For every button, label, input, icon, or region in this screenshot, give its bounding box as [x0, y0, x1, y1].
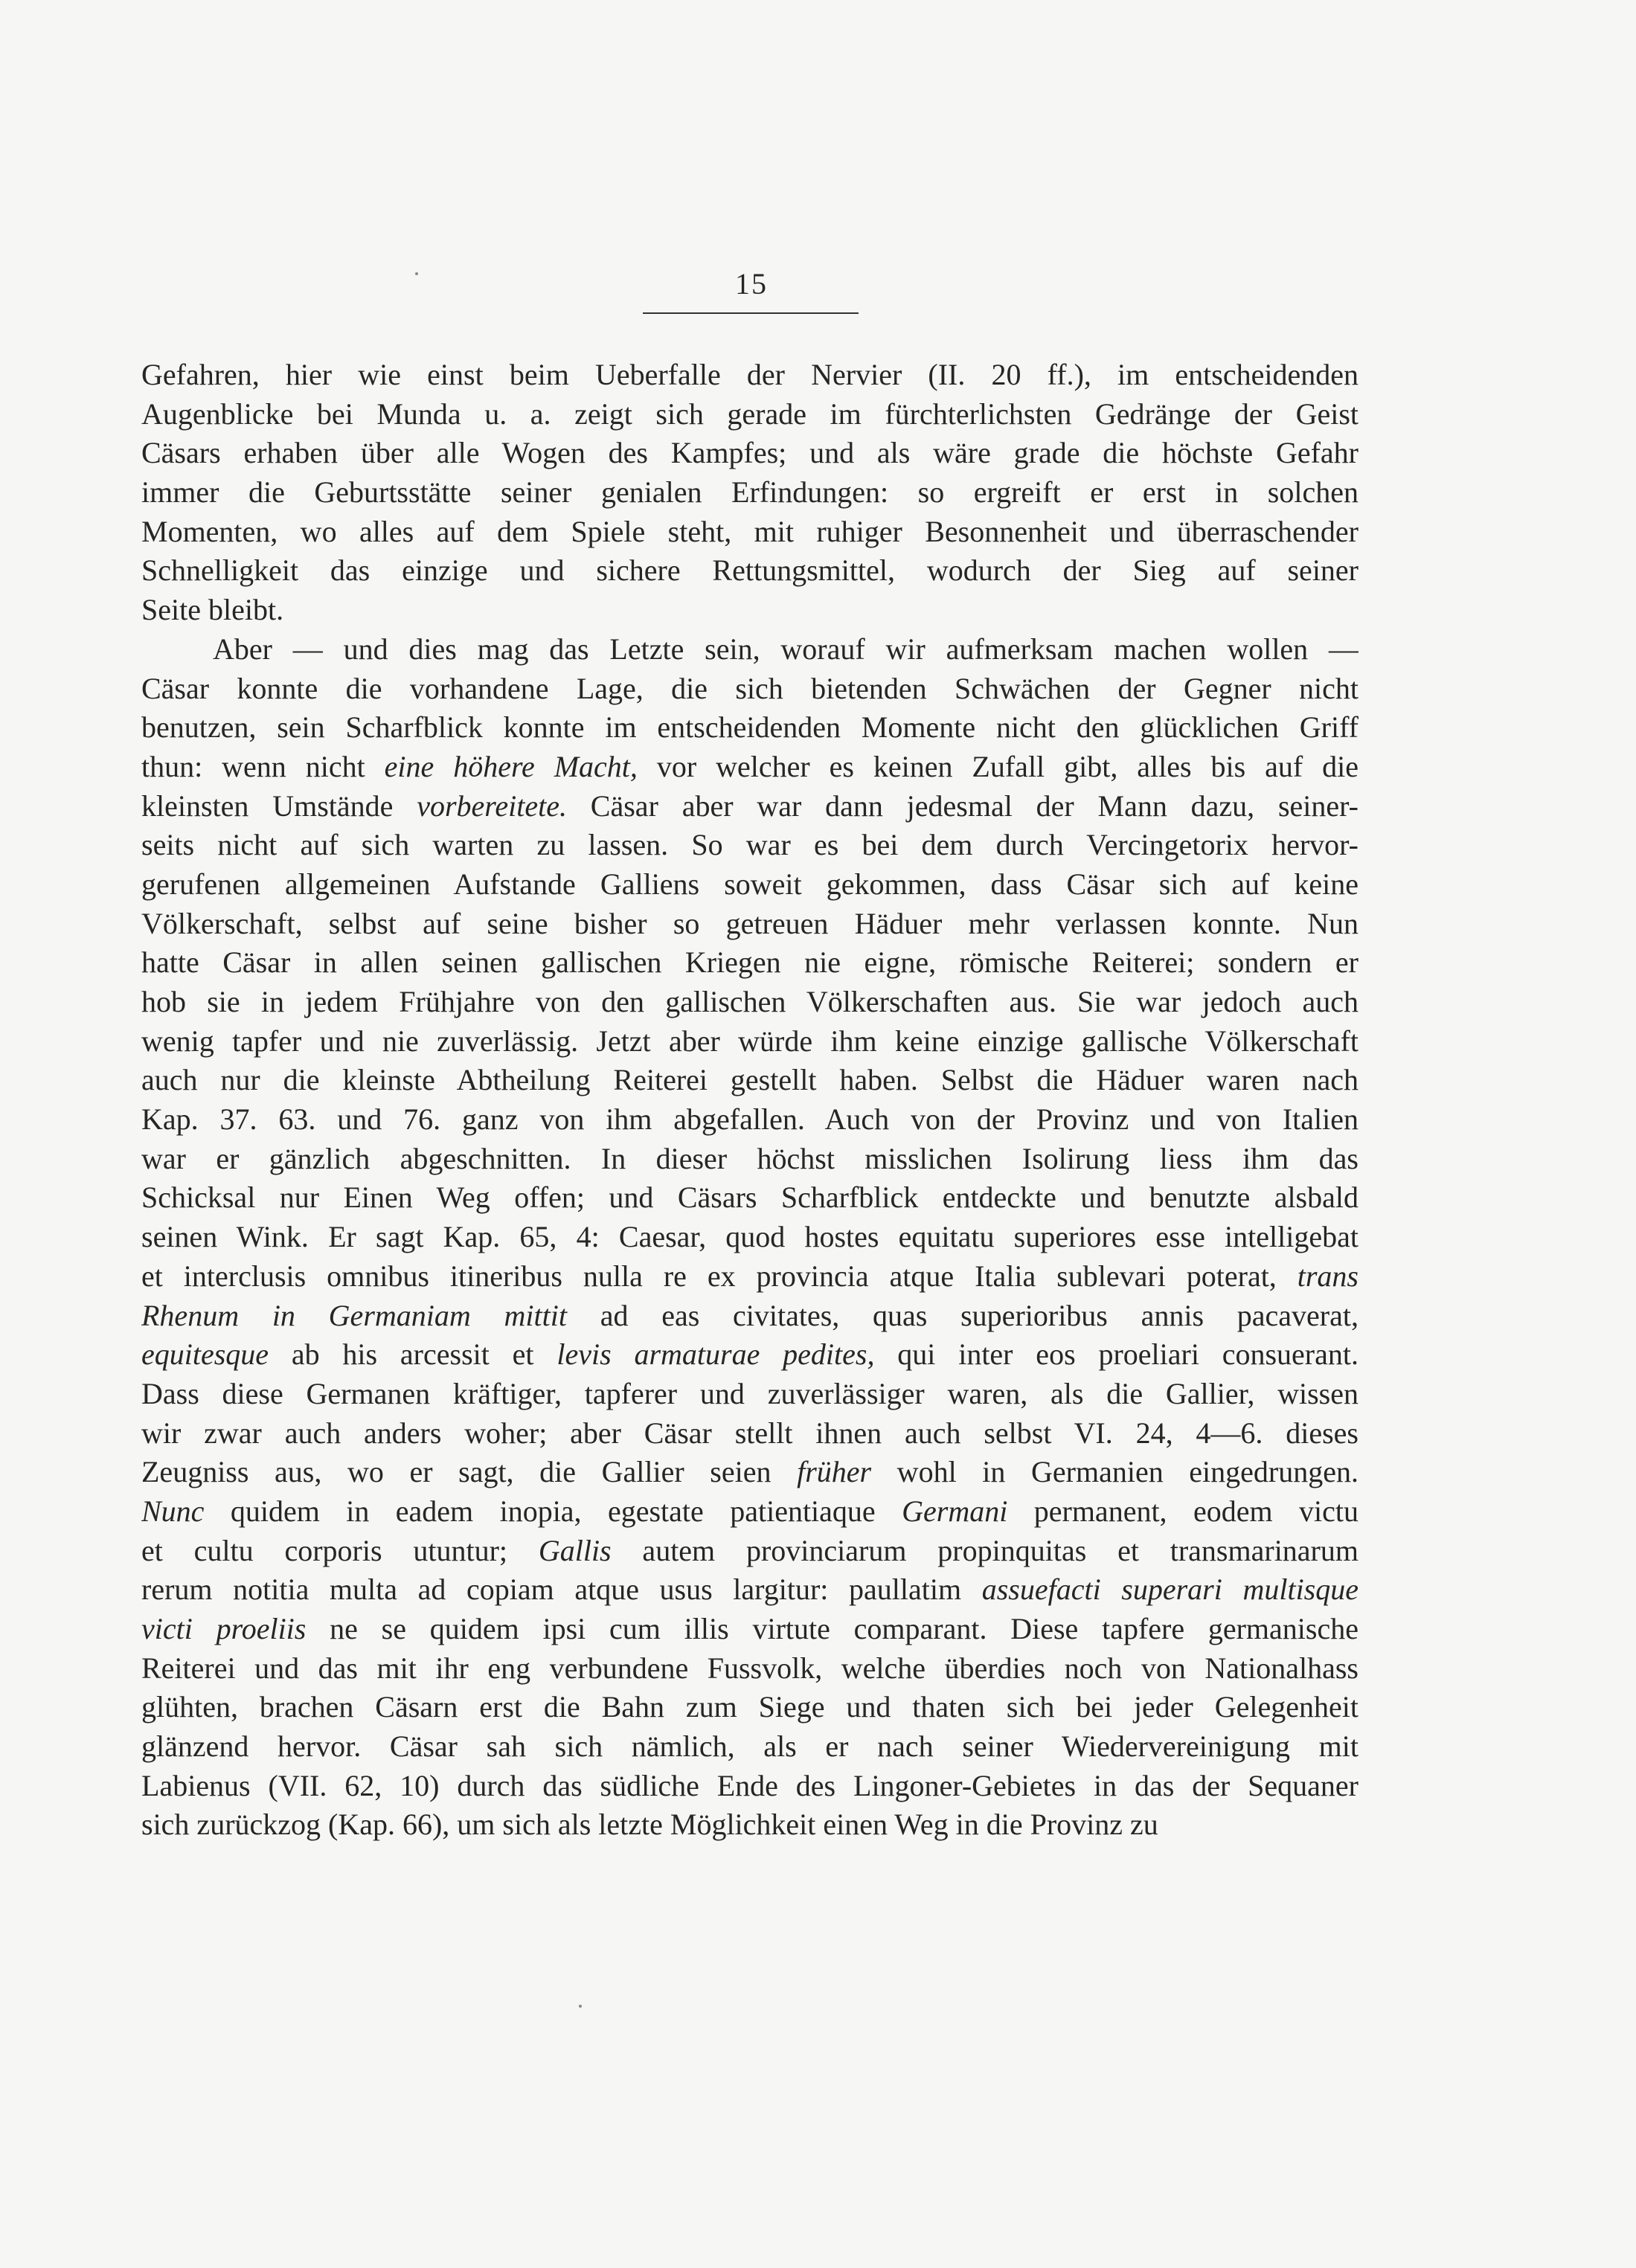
paper-speck	[579, 2005, 582, 2008]
text-line: kleinsten Umstände vorbereitete. Cäsar aber war dann jedesmal der Mann dazu, seiner-	[141, 788, 1358, 823]
text-line: Reiterei und das mit ihr eng verbundene Fussvolk, welche überdies noch von Nationalhass	[141, 1651, 1358, 1685]
text-line: wenig tapfer und nie zuverlässig. Jetzt aber würde ihm keine einzige gallische Völkerschaft	[141, 1024, 1358, 1058]
text-line: Nunc quidem in eadem inopia, egestate patientiaque Germani permanent, eodem victu	[141, 1494, 1358, 1528]
text-line: Schicksal nur Einen Weg offen; und Cäsars Scharfblick entdeckte und benutzte alsbald	[141, 1180, 1358, 1215]
text-line: Cäsars erhaben über alle Wogen des Kampfes; und als wäre grade die höchste Gefahr	[141, 436, 1358, 470]
text-line: war er gänzlich abgeschnitten. In dieser höchst misslichen Isolirung liess ihm das	[141, 1141, 1358, 1175]
text-line: Rhenum in Germaniam mittit ad eas civitates, quas superioribus annis pacaverat,	[141, 1298, 1358, 1332]
text-line: Cäsar konnte die vorhandene Lage, die sich bietenden Schwächen der Gegner nicht	[141, 671, 1358, 705]
text-line: thun: wenn nicht eine höhere Macht, vor welcher es keinen Zufall gibt, alles bis auf die	[141, 749, 1358, 783]
text-line: Gefahren, hier wie einst beim Ueberfalle der Nervier (II. 20 ff.), im entscheidenden	[141, 358, 1358, 391]
text-line: seinen Wink. Er sagt Kap. 65, 4: Caesar, quod hostes equitatu superiores esse intelligebat	[141, 1220, 1358, 1254]
text-line: Aber — und dies mag das Letzte sein, worauf wir aufmerksam machen wollen —	[213, 632, 1358, 666]
text-line: equitesque ab his arcessit et levis armaturae pedites, qui inter eos proeliari consuerant.	[141, 1337, 1358, 1372]
text-line: immer die Geburtsstätte seiner genialen Erfindungen: so ergreift er erst in solchen	[141, 475, 1358, 510]
text-line: victi proeliis ne se quidem ipsi cum illis virtute comparant. Diese tapfere germanische	[141, 1612, 1358, 1645]
text-line: hatte Cäsar in allen seinen gallischen Kriegen nie eigne, römische Reiterei; sondern er	[141, 945, 1358, 980]
header-rule	[643, 312, 859, 314]
text-line: Momenten, wo alles auf dem Spiele steht, mit ruhiger Besonnenheit und überraschender	[141, 514, 1358, 548]
text-line: et interclusis omnibus itineribus nulla re ex provincia atque Italia sublevari poterat, trans	[141, 1259, 1358, 1293]
text-line: hob sie in jedem Frühjahre von den gallischen Völkerschaften aus. Sie war jedoch auch	[141, 985, 1358, 1018]
text-line: glänzend hervor. Cäsar sah sich nämlich, als er nach seiner Wiedervereinigung mit	[141, 1729, 1358, 1764]
text-line: Labienus (VII. 62, 10) durch das südliche Ende des Lingoner-Gebietes in das der Sequaner	[141, 1768, 1358, 1802]
text-line: Völkerschaft, selbst auf seine bisher so getreuen Häduer mehr verlassen konnte. Nun	[141, 906, 1358, 940]
paragraph	[141, 630, 1358, 1845]
page-number: 15	[735, 267, 768, 301]
text-line: seits nicht auf sich warten zu lassen. So war es bei dem durch Vercingetorix hervor-	[141, 828, 1358, 862]
paragraph	[141, 356, 1358, 630]
text-line: Kap. 37. 63. und 76. ganz von ihm abgefallen. Auch von der Provinz und von Italien	[141, 1102, 1358, 1137]
text-line: glühten, brachen Cäsarn erst die Bahn zum Siege und thaten sich bei jeder Gelegenheit	[141, 1690, 1358, 1724]
text-line: gerufenen allgemeinen Aufstande Galliens soweit gekommen, dass Cäsar sich auf keine	[141, 867, 1358, 901]
text-line: Dass diese Germanen kräftiger, tapferer und zuverlässiger waren, als die Gallier, wissen	[141, 1376, 1358, 1410]
text-line: Zeugniss aus, wo er sagt, die Gallier seien früher wohl in Germanien eingedrungen.	[141, 1455, 1358, 1489]
text-line: sich zurückzog (Kap. 66), um sich als letzte Möglichkeit einen Weg in die Provinz zu	[141, 1808, 1158, 1842]
text-line: Augenblicke bei Munda u. a. zeigt sich gerade im fürchterlichsten Gedränge der Geist	[141, 396, 1358, 431]
text-line: rerum notitia multa ad copiam atque usus largitur: paullatim assuefacti superari multisque	[141, 1572, 1358, 1607]
text-line: et cultu corporis utuntur; Gallis autem provinciarum propinquitas et transmarinarum	[141, 1533, 1358, 1567]
text-line: wir zwar auch anders woher; aber Cäsar stellt ihnen auch selbst VI. 24, 4—6. dieses	[141, 1416, 1358, 1450]
text-line: benutzen, sein Scharfblick konnte im entscheidenden Momente nicht den glücklichen Griff	[141, 710, 1358, 745]
body-text	[141, 356, 1358, 1845]
text-line: Seite bleibt.	[141, 593, 284, 627]
text-line: auch nur die kleinste Abtheilung Reiterei gestellt haben. Selbst die Häduer waren nach	[141, 1063, 1358, 1097]
paper-speck	[415, 272, 418, 275]
text-line: Schnelligkeit das einzige und sichere Rettungsmittel, wodurch der Sieg auf seiner	[141, 553, 1358, 588]
